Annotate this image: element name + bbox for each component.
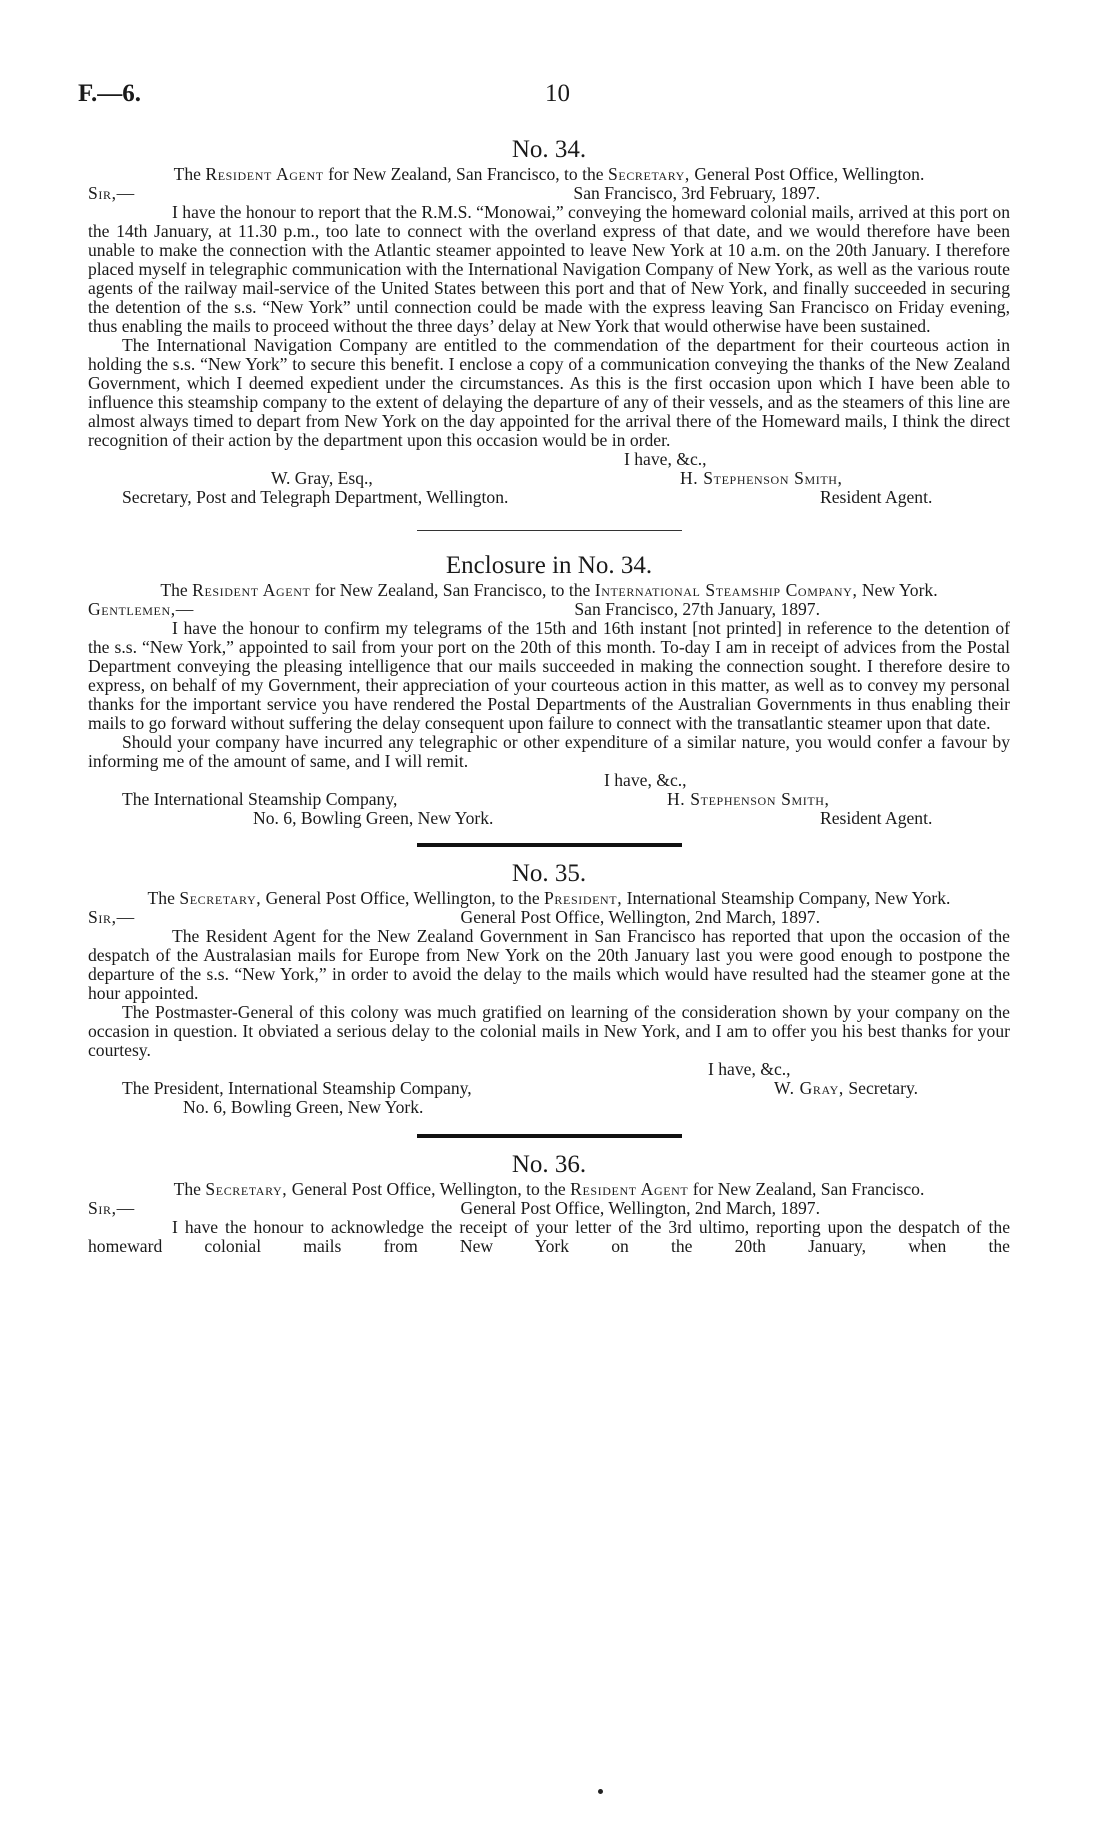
- salutation-row: [88, 184, 1010, 203]
- letter-heading: The Resident Agent for New Zealand, San Francisco, to the Secretary, General Post Office, Wellington.: [173, 164, 925, 184]
- closing: I have, &c.,: [708, 1059, 791, 1079]
- signer-name: H. Stephenson Smith,: [680, 468, 843, 488]
- salutation-row: [88, 1199, 1010, 1218]
- paragraph: I have the honour to report that the R.M.S. “Monowai,” conveying the homeward colonial mails, arrived at this port on the 14th January, at 11.30 p.m., too late to connect with the overland express of that date, and we would therefore have been unable to make the connection with the Atlantic steamer appointed to leave New York at 10 a.m. on the 20th January. I therefore placed myself in telegraphic communication with the International Navigation Company of New York, as well as the various route agents of the railway mail-service of the United States between this port and that of New York, and finally succeeded in securing the detention of the s.s. “New York” until connection could be made with the express leaving San Francisco on Friday evening, thus enabling the mails to proceed without the three days’ delay at New York that would otherwise have been sustained.: [88, 202, 1010, 336]
- signature-block: [88, 1060, 1010, 1118]
- closing: I have, &c.,: [624, 449, 707, 469]
- recipient: Resident Agent: [570, 1179, 689, 1199]
- sender: Secretary,: [179, 888, 262, 908]
- salutation: Sir,—: [88, 1198, 135, 1218]
- paragraph: I have the honour to confirm my telegrams of the 15th and 16th instant [not printed] in reference to the detention of the s.s. “New York,” appointed to sail from your port on the 20th of this month. To-day I am in receipt of advices from the Postal Department conveying the pleasing intelligence that our mails succeeded in making the connection sought. I therefore desire to express, on behalf of my Government, their appreciation of your courteous action in this matter, as well as to convey my personal thanks for the important service you have rendered the Postal Departments of the Australian Governments in thus enabling their mails to go forward without suffering the delay consequent upon failure to connect with the transatlantic steamer upon that date.: [88, 618, 1010, 733]
- addressee-address: No. 6, Bowling Green, New York.: [253, 808, 494, 828]
- addressee-name: The International Steamship Company,: [122, 789, 398, 809]
- sender: Resident Agent: [205, 164, 324, 184]
- dateline: San Francisco, 27th January, 1897.: [574, 599, 820, 619]
- recipient: President,: [544, 888, 623, 908]
- page-mark: [598, 1789, 603, 1794]
- salutation-row: [88, 600, 1010, 619]
- signer: W. Gray, Secretary.: [774, 1078, 919, 1098]
- section-title: No. 35.: [511, 860, 587, 887]
- paragraph: I have the honour to acknowledge the receipt of your letter of the 3rd ultimo, reporting upon the despatch of the homeward colonial mails from New York on the 20th January, when the: [88, 1217, 1010, 1256]
- paragraph: The International Navigation Company are entitled to the commendation of the department for their courteous action in holding the s.s. “New York” to secure this benefit. I enclose a copy of a communication conveying the thanks of the New Zealand Government, which I deemed expedient under the circumstances. As this is the first occasion upon which I have been able to influence this steamship company to the extent of delaying the departure of any of their vessels, and as the steamers of this line are almost always timed to depart from New York on the day appointed for the arrival there of the Homeward mails, I think the direct recognition of their action by the department upon this occasion would be in order.: [88, 335, 1010, 450]
- page-body: [88, 135, 1010, 1256]
- letter-heading: The Secretary, General Post Office, Wellington, to the President, International Steamship Company, New York.: [147, 888, 951, 908]
- paragraph: The Postmaster-General of this colony was much gratified on learning of the consideration shown by your company on the occasion in question. It obviated a serious delay to the colonial mails in New York, and I am to offer you his best thanks for your courtesy.: [88, 1002, 1010, 1060]
- addressee-name: The President, International Steamship Company,: [122, 1078, 472, 1098]
- salutation: Sir,—: [88, 907, 135, 927]
- salutation-row: [88, 908, 1010, 927]
- sender: Resident Agent: [192, 580, 311, 600]
- signer-name: H. Stephenson Smith,: [667, 789, 830, 809]
- signer-title: Resident Agent.: [820, 808, 933, 828]
- letter-heading: The Resident Agent for New Zealand, San Francisco, to the International Steamship Company, New York.: [160, 580, 938, 600]
- salutation: Gentlemen,—: [88, 599, 194, 619]
- salutation: Sir,—: [88, 183, 135, 203]
- dateline: San Francisco, 3rd February, 1897.: [573, 183, 820, 203]
- dateline: General Post Office, Wellington, 2nd March, 1897.: [460, 1198, 820, 1218]
- recipient: Secretary,: [608, 164, 690, 184]
- addressee-title: Secretary, Post and Telegraph Department, Wellington.: [122, 487, 509, 507]
- addressee-address: No. 6, Bowling Green, New York.: [183, 1097, 424, 1117]
- sender: Secretary,: [205, 1179, 288, 1199]
- closing: I have, &c.,: [604, 770, 687, 790]
- signature-block: [88, 771, 1010, 829]
- section-enclosure-34: [88, 551, 1010, 829]
- recipient: International Steamship Company,: [594, 580, 858, 600]
- addressee-name: W. Gray, Esq.,: [271, 468, 373, 488]
- section-no-36: [88, 1150, 1010, 1256]
- section-no-35: [88, 859, 1010, 1118]
- paragraph: The Resident Agent for the New Zealand Government in San Francisco has reported that upon the occasion of the despatch of the Australasian mails for Europe from New York on the 20th January last you were good enough to postpone the departure of the s.s. “New York,” in order to avoid the delay to the mails which would have resulted had the steamer gone at the hour appointed.: [88, 926, 1010, 1003]
- section-no-34: [88, 135, 1010, 508]
- section-title: No. 34.: [511, 136, 587, 163]
- dateline: General Post Office, Wellington, 2nd March, 1897.: [460, 907, 820, 927]
- document-reference: F.—6.: [78, 80, 141, 107]
- signer-title: Resident Agent.: [820, 487, 933, 507]
- letter-heading: The Secretary, General Post Office, Wellington, to the Resident Agent for New Zealand, San Francisco.: [173, 1179, 925, 1199]
- paragraph: Should your company have incurred any telegraphic or other expenditure of a similar nature, you would confer a favour by informing me of the amount of same, and I will remit.: [88, 732, 1010, 771]
- signature-block: [88, 450, 1010, 508]
- section-title: No. 36.: [511, 1151, 587, 1178]
- section-title: Enclosure in No. 34.: [445, 552, 653, 579]
- page-number: 10: [545, 80, 570, 107]
